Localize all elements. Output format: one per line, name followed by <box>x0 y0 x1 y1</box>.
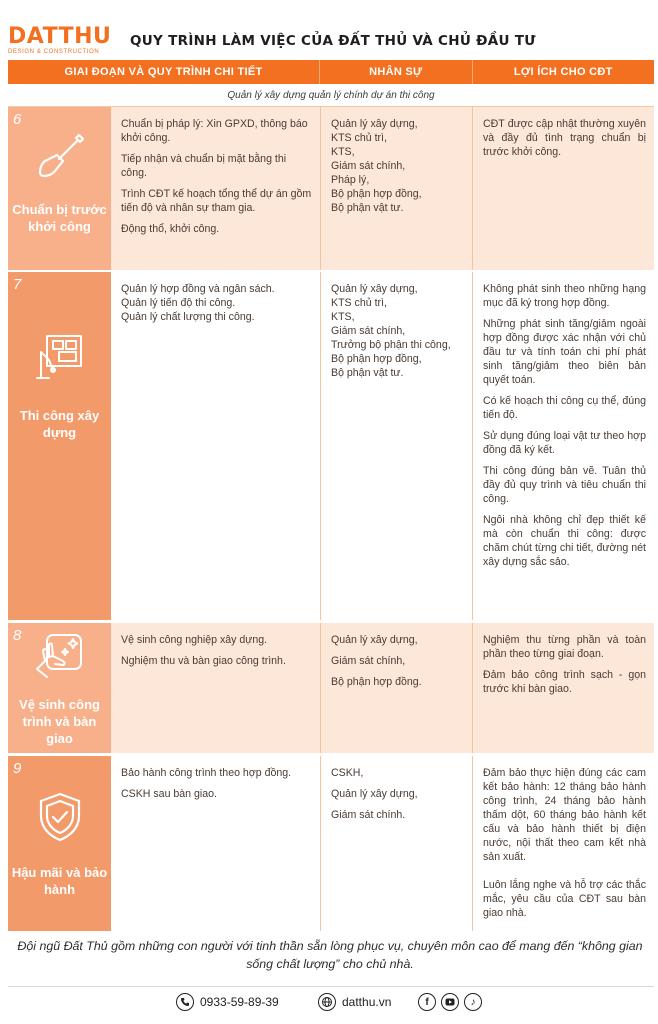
benefit-text: Những phát sinh tăng/giảm ngoài hợp đồng được xác nhận với chủ đầu tư và tính toán chi phí phát sinh tăng/giảm theo biên bản quyết toán. <box>483 318 646 386</box>
brand-logo[interactable] <box>8 26 111 55</box>
globe-icon <box>318 993 336 1011</box>
shield-check-icon <box>33 790 87 844</box>
stage-number: 6 <box>13 111 22 128</box>
brand-name: DATTHU <box>8 24 112 49</box>
benefits-cell <box>472 272 654 620</box>
benefits-cell <box>472 107 654 270</box>
benefit-text: Đảm bảo thực hiện đúng các cam kết bảo hành: 12 tháng bảo hành công trình, 24 tháng bảo hành thấm dột, 60 tháng bảo hành kết cấu và bảo hành thiết bị điện nước, nội thất theo cam kết nhà sản xuất. <box>483 767 646 863</box>
page-header <box>0 0 658 60</box>
staff-text: Bộ phận hợp đồng, <box>331 188 422 200</box>
footer-note: Đội ngũ Đất Thủ gồm những con người với tinh thần sẵn lòng phục vụ, chuyên môn cao để mang đến “không gian sống chất lượng” cho chủ nhà. <box>17 939 643 971</box>
staff-text: Bộ phận vật tư. <box>331 367 404 379</box>
staff-text: KTS chủ trì, <box>331 132 387 144</box>
brand-tagline: DESIGN & CONSTRUCTION <box>8 49 100 55</box>
staff-text: KTS, <box>331 311 355 323</box>
table-row <box>8 107 654 270</box>
staff-text: Giám sát chính, <box>331 325 406 337</box>
stage-cell <box>8 107 111 270</box>
staff-text: KTS chủ trì, <box>331 297 387 309</box>
staff-cell <box>320 272 472 620</box>
staff-text: Quản lý xây dựng, <box>331 634 418 646</box>
staff-text: Bộ phận hợp đồng, <box>331 353 422 365</box>
page-title: QUY TRÌNH LÀM VIỆC CỦA ĐẤT THỦ VÀ CHỦ ĐẦU TƯ <box>130 33 536 49</box>
shovel-icon <box>33 129 87 183</box>
staff-text: KTS, <box>331 146 355 158</box>
stage-number: 9 <box>13 760 22 777</box>
stage-number: 7 <box>13 276 22 293</box>
step-text: Động thổ, khởi công. <box>121 223 220 235</box>
staff-text: Quản lý xây dựng, <box>331 118 418 130</box>
benefits-cell <box>472 623 654 753</box>
benefit-text: Ngôi nhà không chỉ đẹp thiết kế mà còn chuẩn thi công: được chăm chút từng chi tiết, đường nét xây dựng sắc sảo. <box>483 514 646 568</box>
footer-divider <box>8 986 654 987</box>
stage-number: 8 <box>13 627 22 644</box>
step-text: Bảo hành công trình theo hợp đồng. <box>121 767 292 779</box>
benefit-text: Đảm bảo công trình sạch - gọn trước khi bàn giao. <box>483 669 646 695</box>
step-text: Nghiệm thu và bàn giao công trình. <box>121 655 286 667</box>
column-header-stages: GIAI ĐOẠN VÀ QUY TRÌNH CHI TIẾT <box>8 60 320 84</box>
table-row <box>8 272 654 620</box>
website-link[interactable]: datthu.vn <box>342 995 392 1009</box>
benefit-text: Luôn lắng nghe và hỗ trợ các thắc mắc, yêu cầu của CĐT sau bàn giao nhà. <box>483 879 646 919</box>
stage-cell <box>8 756 111 931</box>
staff-text: Giám sát chính, <box>331 160 406 172</box>
step-text: Quản lý hợp đồng và ngân sách. <box>121 283 275 295</box>
steps-cell <box>111 107 320 270</box>
stage-cell <box>8 272 111 620</box>
step-text: Vệ sinh công nghiệp xây dựng. <box>121 634 268 646</box>
benefit-text: CĐT được cập nhật thường xuyên và đầy đủ tình trạng chuẩn bị trước khởi công. <box>483 118 646 158</box>
staff-text: Bộ phận hợp đồng. <box>331 676 422 688</box>
step-text: Quản lý chất lượng thi công. <box>121 311 255 323</box>
step-text: Quản lý tiến độ thi công. <box>121 297 236 309</box>
staff-text: Quản lý xây dựng, <box>331 283 418 295</box>
table-row <box>8 756 654 931</box>
section-subtitle: Quản lý xây dựng quản lý chính dự án thi công <box>8 86 654 107</box>
column-header-benefits: LỢI ÍCH CHO CĐT <box>513 66 613 78</box>
staff-text: Trưởng bộ phận thi công, <box>331 339 451 351</box>
stage-name: Vệ sinh công trình và bàn giao <box>19 697 100 746</box>
steps-cell <box>111 272 320 620</box>
website-contact[interactable] <box>318 992 391 1012</box>
staff-text: Pháp lý, <box>331 174 370 186</box>
youtube-icon[interactable] <box>441 993 459 1011</box>
steps-cell <box>111 756 320 931</box>
benefit-text: Thi công đúng bản vẽ. Tuân thủ đầy đủ quy trình và tiêu chuẩn thi công. <box>483 465 646 505</box>
staff-text: Giám sát chính, <box>331 655 406 667</box>
phone-contact[interactable] <box>176 992 279 1012</box>
facebook-icon[interactable]: f <box>418 993 436 1011</box>
step-text: CSKH sau bàn giao. <box>121 788 217 800</box>
step-text: Trình CĐT kế hoạch tổng thể dự án gồm tiến độ và nhân sự tham gia. <box>121 188 312 214</box>
stage-cell <box>8 623 111 753</box>
table-header <box>8 60 654 84</box>
stage-name: Hậu mãi và bảo hành <box>11 865 108 897</box>
staff-text: CSKH, <box>331 767 364 779</box>
staff-text: Giám sát chính. <box>331 809 406 821</box>
tiktok-icon[interactable]: ♪ <box>464 993 482 1011</box>
column-header-staff: NHÂN SỰ <box>320 60 473 84</box>
construction-plan-icon <box>33 330 87 384</box>
cleaning-hand-icon <box>33 629 87 683</box>
phone-icon <box>176 993 194 1011</box>
benefits-cell <box>472 756 654 931</box>
step-text: Tiếp nhận và chuẩn bị mặt bằng thi công. <box>121 153 287 179</box>
benefit-text: Sử dụng đúng loại vật tư theo hợp đồng đã ký kết. <box>483 430 646 456</box>
staff-cell <box>320 107 472 270</box>
benefit-text: Nghiệm thu từng phần và toàn phần theo từng giai đoạn. <box>483 634 646 660</box>
staff-text: Bộ phận vật tư. <box>331 202 404 214</box>
staff-cell <box>320 623 472 753</box>
benefit-text: Không phát sinh theo những hạng mục đã ký trong hợp đồng. <box>483 283 646 309</box>
table-row <box>8 623 654 753</box>
phone-number: 0933-59-89-39 <box>200 995 279 1009</box>
social-links <box>418 992 482 1012</box>
steps-cell <box>111 623 320 753</box>
stage-name: Chuẩn bị trước khởi công <box>12 202 107 234</box>
staff-cell <box>320 756 472 931</box>
stage-name: Thi công xây dựng <box>19 408 100 440</box>
benefit-text: Có kế hoạch thi công cụ thể, đúng tiến độ. <box>483 395 646 421</box>
step-text: Chuẩn bị pháp lý: Xin GPXD, thông báo khởi công. <box>121 118 308 144</box>
staff-text: Quản lý xây dựng, <box>331 788 418 800</box>
